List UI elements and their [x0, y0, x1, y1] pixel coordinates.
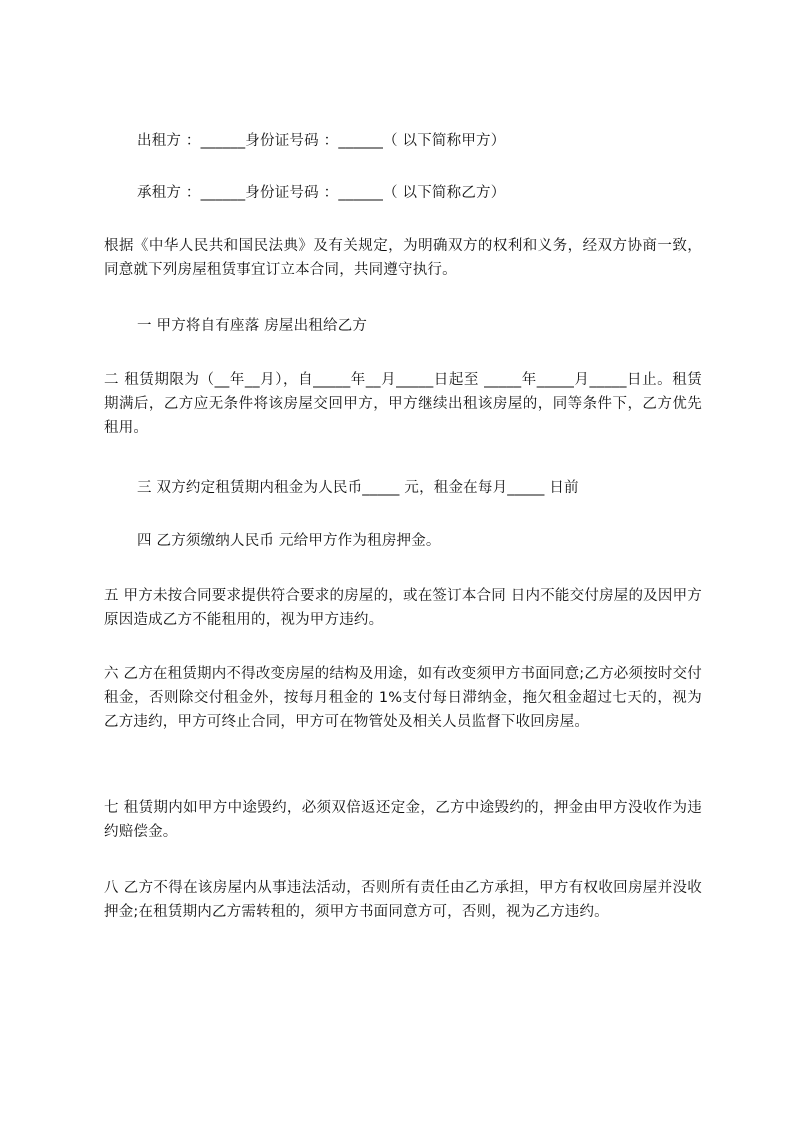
- clause-6: 六 乙方在租赁期内不得改变房屋的结构及用途，如有改变须甲方书面同意;乙方必须按时交付租金，否则除交付租金外，按每月租金的 1%支付每日滞纳金，拖欠租金超过七天的，视为乙方违约，甲方可终止合同，甲方可在物管处及相关人员监督下收回房屋。: [104, 666, 702, 730]
- preamble-paragraph: 根据《中华人民共和国民法典》及有关规定，为明确双方的权利和义务，经双方协商一致，同意就下列房屋租赁事宜订立本合同，共同遵守执行。: [104, 238, 702, 278]
- clause-5: 五 甲方未按合同要求提供符合要求的房屋的，或在签订本合同 日内不能交付房屋的及因甲方原因造成乙方不能租用的，视为甲方违约。: [104, 588, 702, 628]
- clause-4: 四 乙方须缴纳人民币 元给甲方作为租房押金。: [137, 533, 441, 549]
- lessor-line: 出租方 ：______身份证号码 ：______（ 以下简称甲方）: [137, 133, 506, 149]
- clause-7: 七 租赁期内如甲方中途毁约，必须双倍返还定金，乙方中途毁约的，押金由甲方没收作为违约赔偿金。: [104, 800, 702, 840]
- clause-3: 三 双方约定租赁期内租金为人民币_____ 元，租金在每月_____ 日前: [137, 480, 579, 496]
- lessee-line: 承租方 ：______身份证号码 ：______（ 以下简称乙方）: [137, 185, 506, 201]
- clause-1: 一 甲方将自有座落 房屋出租给乙方: [137, 318, 368, 334]
- clause-8: 八 乙方不得在该房屋内从事违法活动，否则所有责任由乙方承担，甲方有权收回房屋并没收押金;在租赁期内乙方需转租的，须甲方书面同意方可，否则，视为乙方违约。: [104, 880, 702, 920]
- clause-2: 二 租赁期限为（__年__月），自_____年__月_____日起至 _____年_____月_____日止。租赁期满后，乙方应无条件将该房屋交回甲方，甲方继续出租该房屋的，同等条件下，乙方优先租用。: [104, 372, 702, 436]
